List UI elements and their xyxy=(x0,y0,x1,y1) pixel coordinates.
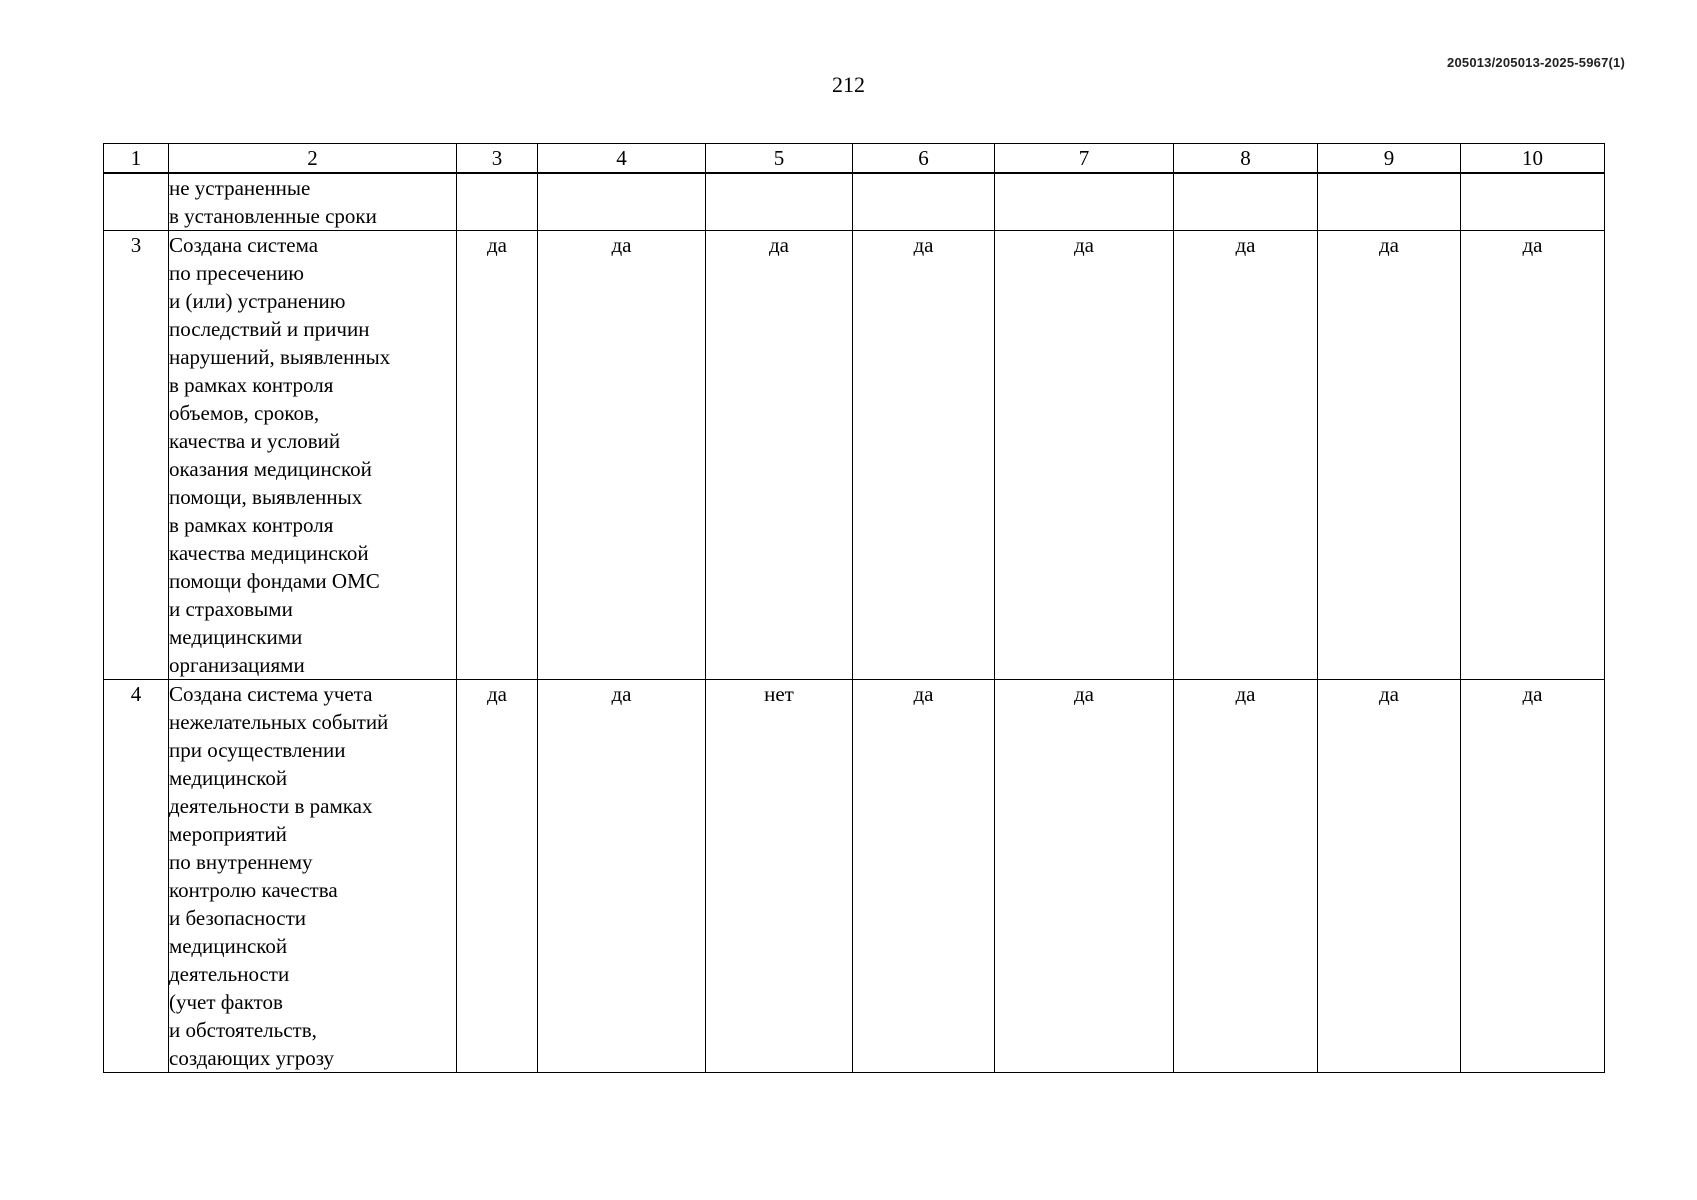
value-cell-5: да xyxy=(706,231,853,680)
description-line: в рамках контроля xyxy=(169,373,334,397)
description-line: помощи фондами ОМС xyxy=(169,569,380,593)
value-cell-8: да xyxy=(1174,680,1318,1073)
column-header-4: 4 xyxy=(538,144,706,174)
column-header-5: 5 xyxy=(706,144,853,174)
description-line: по внутреннему xyxy=(169,850,313,874)
value-cell-4 xyxy=(538,173,706,231)
value-cell-5: нет xyxy=(706,680,853,1073)
value-cell-3: да xyxy=(457,680,538,1073)
table-row xyxy=(104,680,1605,1073)
document-id: 205013/205013-2025-5967(1) xyxy=(1447,55,1625,70)
header-row xyxy=(104,144,1605,174)
value-cell-9: да xyxy=(1318,680,1461,1073)
value-cell-9 xyxy=(1318,173,1461,231)
column-header-10: 10 xyxy=(1461,144,1605,174)
value-cell-7: да xyxy=(995,680,1174,1073)
description-line: контролю качества xyxy=(169,878,338,902)
value-cell-10: да xyxy=(1461,680,1605,1073)
value-cell-3: да xyxy=(457,231,538,680)
description-line: медицинской xyxy=(169,934,288,958)
description-line: и обстоятельств, xyxy=(169,1018,317,1042)
description-line: нежелательных событий xyxy=(169,710,389,734)
description-line: организациями xyxy=(169,653,305,677)
value-cell-6: да xyxy=(853,231,995,680)
row-number: 3 xyxy=(104,231,169,680)
description-line: в рамках контроля xyxy=(169,513,334,537)
description-line: (учет фактов xyxy=(169,990,283,1014)
description-line: деятельности в рамках xyxy=(169,794,373,818)
value-cell-3 xyxy=(457,173,538,231)
value-cell-4: да xyxy=(538,231,706,680)
row-description xyxy=(169,680,457,1073)
value-cell-6 xyxy=(853,173,995,231)
value-cell-4: да xyxy=(538,680,706,1073)
description-line: не устраненные xyxy=(169,176,311,200)
description-line: нарушений, выявленных xyxy=(169,345,391,369)
value-cell-10: да xyxy=(1461,231,1605,680)
value-cell-5 xyxy=(706,173,853,231)
description-line: помощи, выявленных xyxy=(169,485,363,509)
description-line: последствий и причин xyxy=(169,317,370,341)
description-line: по пресечению xyxy=(169,261,304,285)
row-description xyxy=(169,173,457,231)
description-line: и (или) устранению xyxy=(169,289,346,313)
row-description xyxy=(169,231,457,680)
description-line: медицинскими xyxy=(169,625,303,649)
description-line: и безопасности xyxy=(169,906,307,930)
description-line: при осуществлении xyxy=(169,738,346,762)
description-line: создающих угрозу xyxy=(169,1046,335,1070)
page-number: 212 xyxy=(832,72,865,97)
description-line: качества медицинской xyxy=(169,541,369,565)
value-cell-8 xyxy=(1174,173,1318,231)
description-line: в установленные сроки xyxy=(169,204,377,228)
column-header-8: 8 xyxy=(1174,144,1318,174)
table-row xyxy=(104,231,1605,680)
column-header-3: 3 xyxy=(457,144,538,174)
column-header-2: 2 xyxy=(169,144,457,174)
column-header-1: 1 xyxy=(104,144,169,174)
value-cell-10 xyxy=(1461,173,1605,231)
value-cell-8: да xyxy=(1174,231,1318,680)
description-line: Создана система учета xyxy=(169,682,373,706)
data-table xyxy=(103,143,1605,1073)
description-line: деятельности xyxy=(169,962,290,986)
column-header-6: 6 xyxy=(853,144,995,174)
description-line: и страховыми xyxy=(169,597,293,621)
row-number: 4 xyxy=(104,680,169,1073)
value-cell-7 xyxy=(995,173,1174,231)
row-number xyxy=(104,173,169,231)
table-row xyxy=(104,173,1605,231)
value-cell-7: да xyxy=(995,231,1174,680)
value-cell-9: да xyxy=(1318,231,1461,680)
description-line: оказания медицинской xyxy=(169,457,372,481)
description-line: медицинской xyxy=(169,766,288,790)
description-line: Создана система xyxy=(169,233,319,257)
description-line: качества и условий xyxy=(169,429,341,453)
description-line: мероприятий xyxy=(169,822,287,846)
value-cell-6: да xyxy=(853,680,995,1073)
description-line: объемов, сроков, xyxy=(169,401,320,425)
column-header-7: 7 xyxy=(995,144,1174,174)
column-header-9: 9 xyxy=(1318,144,1461,174)
